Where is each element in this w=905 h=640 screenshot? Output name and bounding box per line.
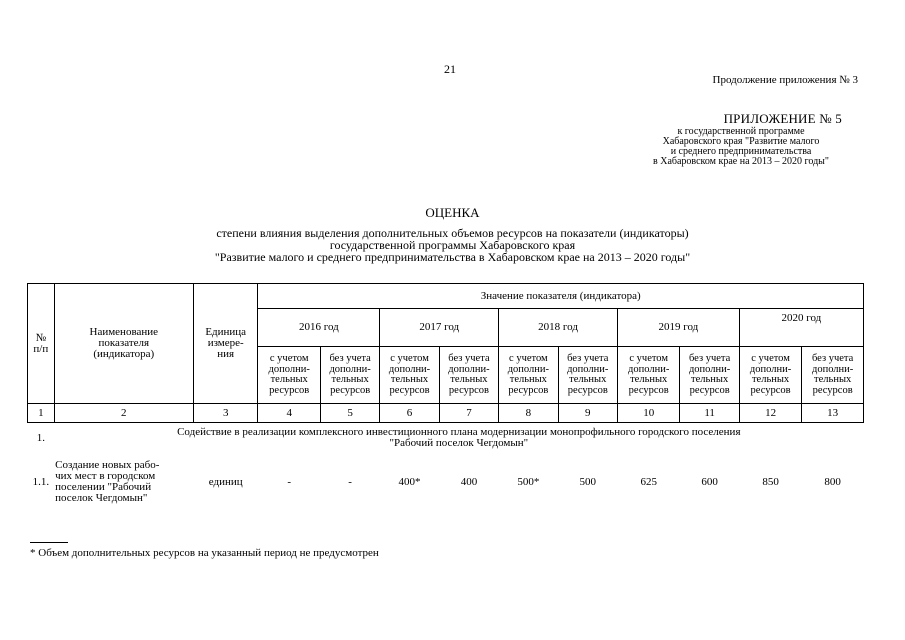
header-with-resources: с учетом дополни- тельных ресурсов	[258, 347, 320, 404]
row-value: 400*	[398, 475, 421, 488]
appendix-subtitle	[621, 127, 861, 167]
column-number: 11	[680, 404, 739, 423]
column-number: 5	[320, 404, 379, 423]
header-col-name: Наименование показателя (индикатора)	[54, 284, 193, 404]
header-row-main	[28, 284, 864, 309]
row-value: 500	[579, 475, 596, 488]
document-subtitle-line: степени влияния выделения дополнительных объемов ресурсов на показатели (индикаторы)	[216, 226, 689, 240]
appendix-subtitle-line: и среднего предпринимательства	[670, 146, 812, 157]
header-col-number: № п/п	[28, 284, 55, 404]
document-subtitle	[0, 227, 905, 263]
column-number-row	[28, 404, 864, 423]
table-row	[28, 453, 864, 511]
header-year: 2019 год	[617, 309, 739, 347]
row-unit: единиц	[208, 475, 243, 488]
page-number: 21	[444, 62, 456, 76]
section-row	[28, 423, 864, 454]
appendix-title: ПРИЛОЖЕНИЕ № 5	[723, 111, 842, 126]
header-without-resources: без учета дополни- тельных ресурсов	[680, 347, 739, 404]
column-number: 1	[28, 404, 55, 423]
column-number: 2	[54, 404, 193, 423]
row-value: 850	[762, 475, 779, 488]
column-number: 7	[439, 404, 498, 423]
row-number: 1.1.	[32, 475, 50, 488]
section-title: Содействие в реализации комплексного инвестиционного плана модернизации монопрофильного городского поселения "Рабочий поселок Чегдомын"	[177, 426, 741, 449]
column-number: 12	[739, 404, 801, 423]
header-without-resources: без учета дополни- тельных ресурсов	[802, 347, 864, 404]
document-subtitle-line: государственной программы Хабаровского края	[329, 238, 576, 252]
header-with-resources: с учетом дополни- тельных ресурсов	[617, 347, 679, 404]
row-value: 625	[640, 475, 657, 488]
column-number: 13	[802, 404, 864, 423]
row-value: -	[348, 475, 352, 488]
footnote: * Объем дополнительных ресурсов на указанный период не предусмотрен	[30, 547, 379, 559]
document-title: ОЦЕНКА	[425, 205, 480, 220]
header-year: 2017 год	[380, 309, 499, 347]
row-value: 800	[824, 475, 841, 488]
column-number: 4	[258, 404, 320, 423]
header-value: Значение показателя (индикатора)	[258, 284, 864, 309]
appendix-subtitle-line: в Хабаровском крае на 2013 – 2020 годы"	[653, 156, 829, 167]
row-name: Создание новых рабо- чих мест в городском поселении "Рабочий поселок Чегдомын"	[55, 459, 160, 504]
row-value: 500*	[517, 475, 540, 488]
row-value: 400	[460, 475, 478, 488]
header-with-resources: с учетом дополни- тельных ресурсов	[739, 347, 801, 404]
column-number: 6	[380, 404, 439, 423]
header-without-resources: без учета дополни- тельных ресурсов	[320, 347, 379, 404]
continuation-note: Продолжение приложения № 3	[712, 74, 858, 86]
column-number: 3	[193, 404, 258, 423]
row-value: -	[287, 475, 292, 488]
header-year: 2018 год	[499, 309, 618, 347]
header-with-resources: с учетом дополни- тельных ресурсов	[380, 347, 439, 404]
appendix-subtitle-line: к государственной программе	[677, 126, 805, 137]
header-without-resources: без учета дополни- тельных ресурсов	[558, 347, 617, 404]
indicator-table	[27, 283, 864, 511]
column-number: 8	[499, 404, 558, 423]
header-with-resources: с учетом дополни- тельных ресурсов	[499, 347, 558, 404]
footnote-divider	[30, 542, 68, 543]
column-number: 10	[617, 404, 679, 423]
header-col-unit: Единица измере- ния	[193, 284, 258, 404]
row-value: 600	[701, 475, 718, 488]
column-number: 9	[558, 404, 617, 423]
header-year: 2016 год	[258, 309, 380, 347]
header-without-resources: без учета дополни- тельных ресурсов	[439, 347, 498, 404]
header-year: 2020 год	[739, 309, 863, 347]
appendix-subtitle-line: Хабаровского края "Развитие малого	[662, 136, 820, 147]
section-number: 1.	[36, 431, 45, 444]
document-subtitle-line: "Развитие малого и среднего предпринимательства в Хабаровском крае на 2013 – 2020 годы"	[214, 250, 691, 264]
